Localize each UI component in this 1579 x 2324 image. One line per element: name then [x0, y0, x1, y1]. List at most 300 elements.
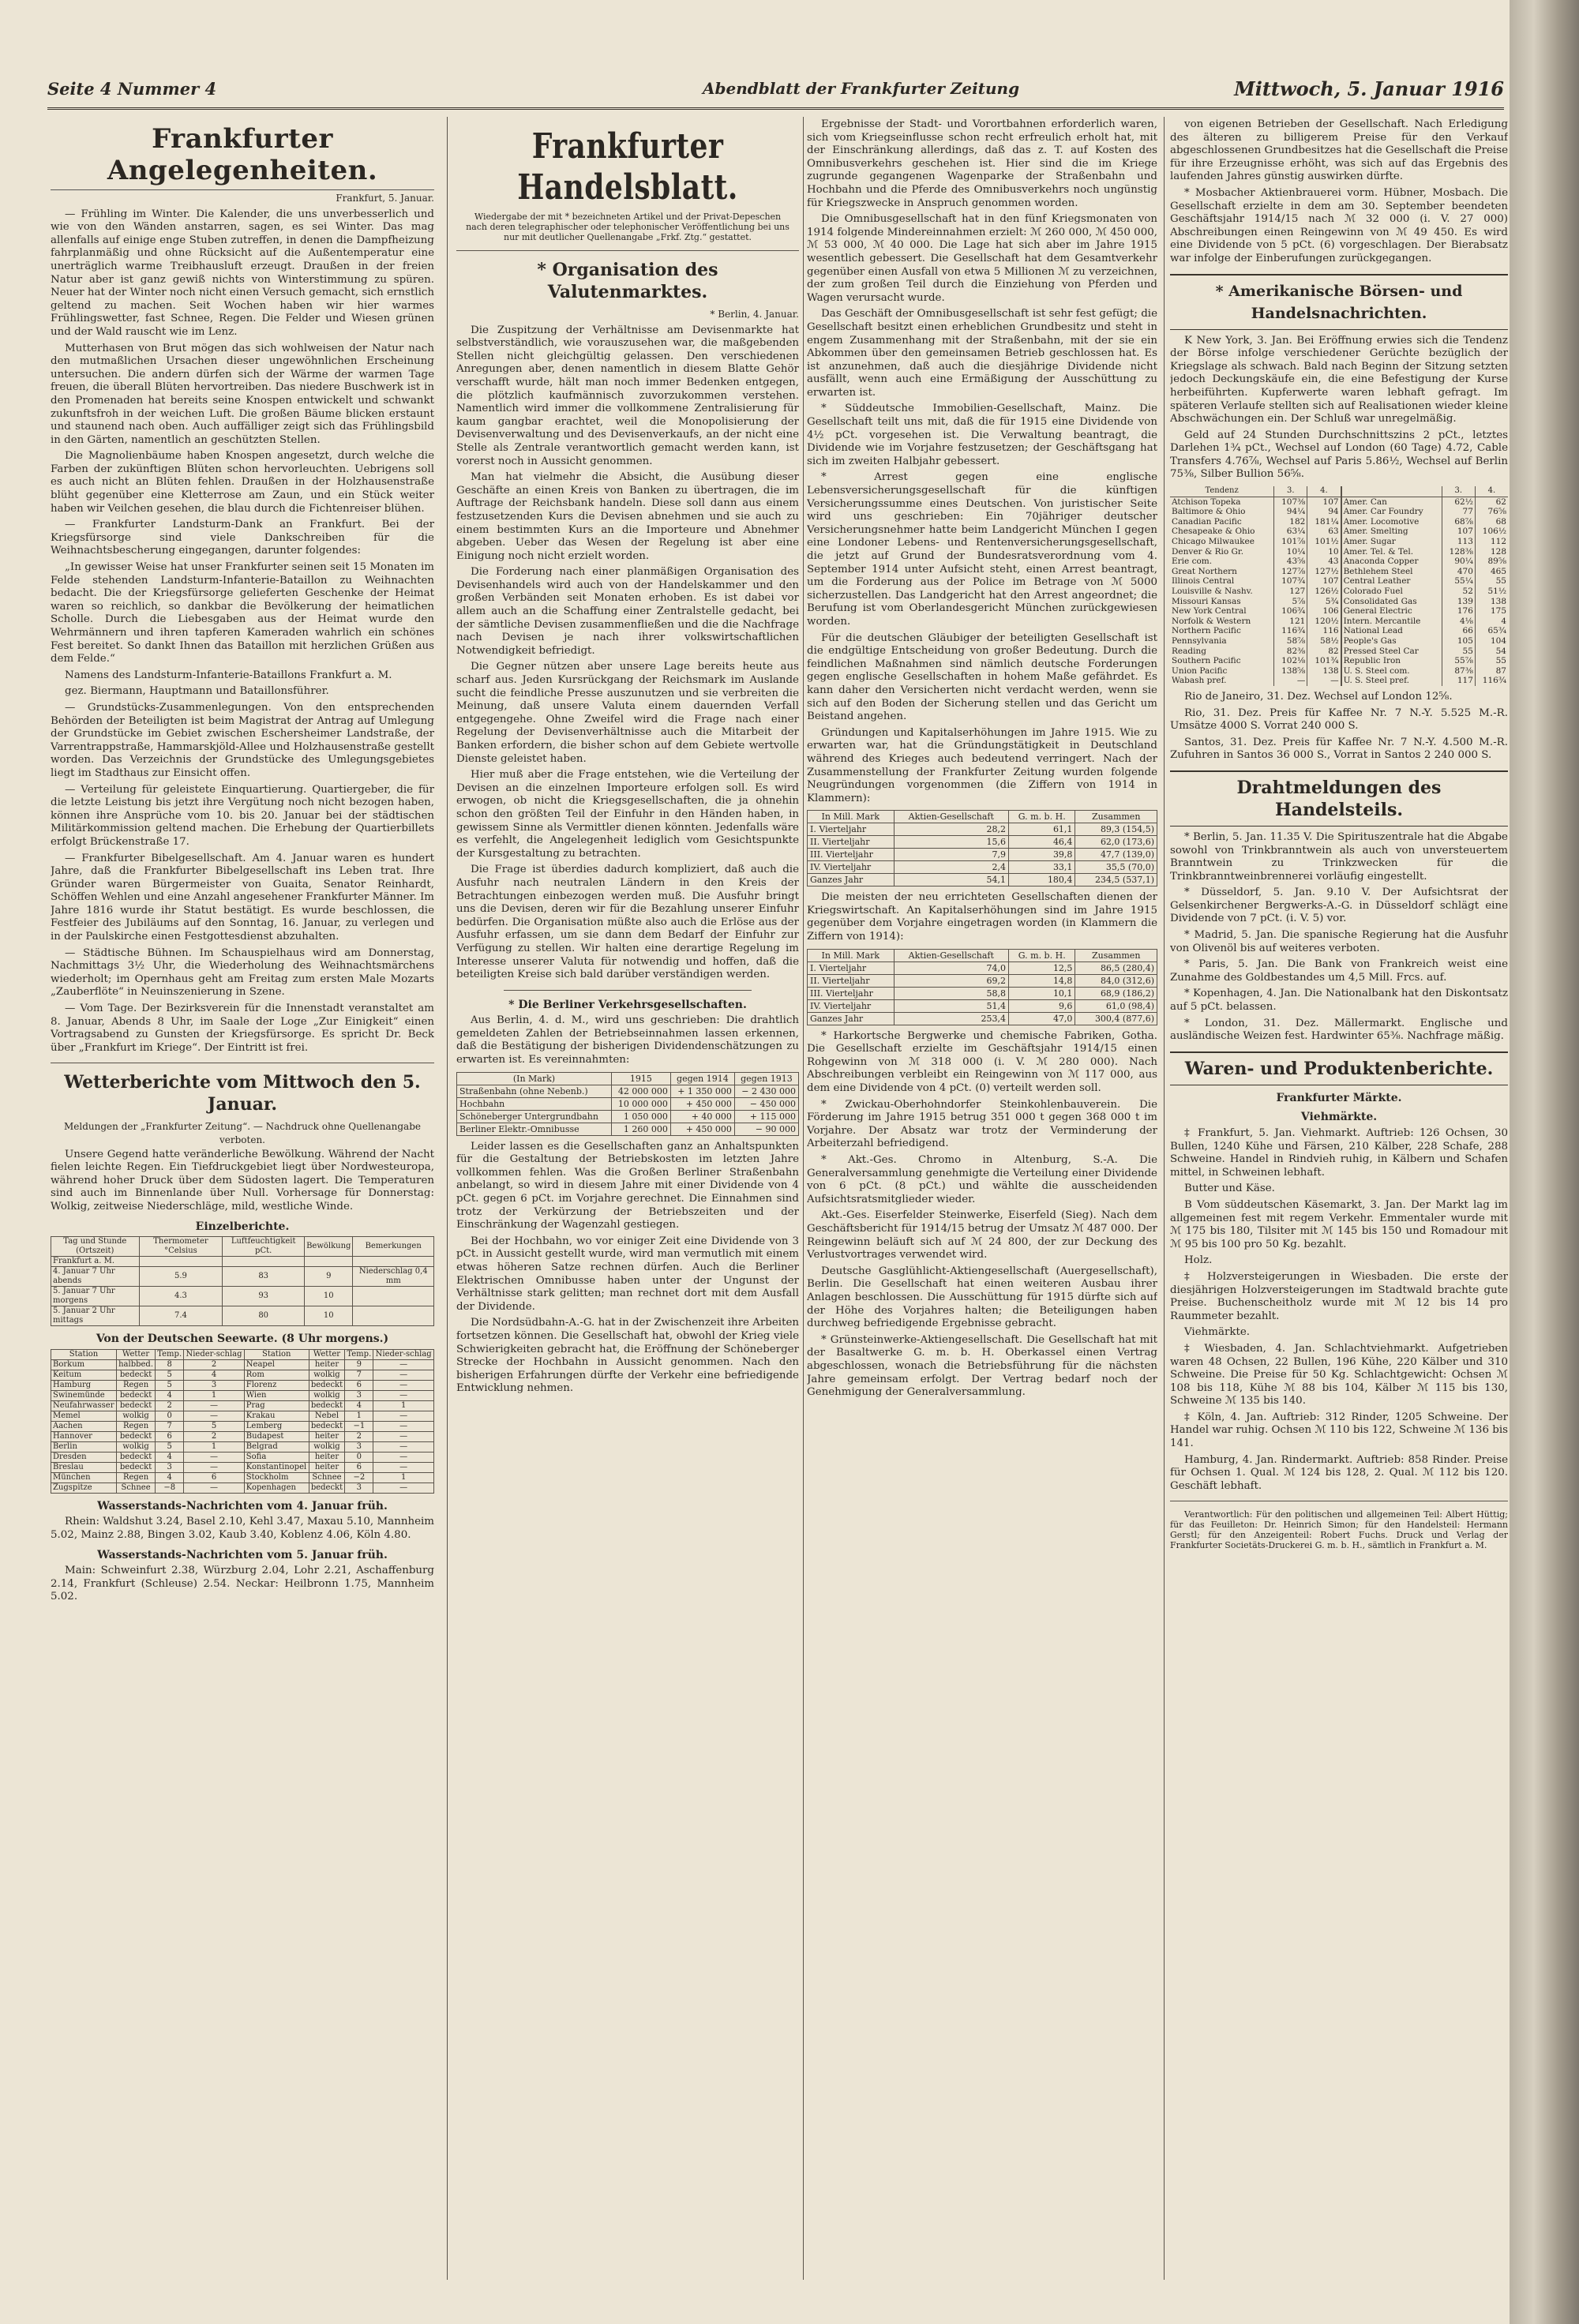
stock-cell: 181¼	[1307, 517, 1341, 527]
table-cell: 10,1	[1009, 987, 1075, 999]
paragraph: Das Geschäft der Omnibusgesellschaft ist sehr fest gefügt; die Gesellschaft besitzt einen erheblichen Grundbesitz und steht in engem Zusammenhang mit der Straßenbahn, mit der sie ein Abkommen über den gemeinsamen Betrieb geschlossen hat. Es ist anzunehmen, daß auch die diesjährige Dividende nicht ausfällt, wenn auch eine Ermäßigung der Ausschüttung zu erwarten ist.	[807, 308, 1157, 399]
table-cell: Hannover	[51, 1431, 117, 1441]
stock-cell: 52	[1442, 587, 1475, 597]
stock-cell: Illinois Central	[1172, 576, 1235, 587]
table-cell: wolkig	[116, 1411, 155, 1421]
stock-cell: 127⅞	[1274, 567, 1307, 577]
table-cell: III. Vierteljahr	[808, 849, 895, 861]
table-cell: Berlin	[51, 1441, 117, 1452]
table-cell: bedeckt	[116, 1370, 155, 1380]
traffic-intro: Aus Berlin, 4. d. M., wird uns geschrieben: Die drahtlich gemeldeten Zahlen der Betriebseinnahmen lassen erkennen, daß die Bestätigung der bisherigen Dividendenschätzungen zu erwarten ist. Es vereinnahmten:	[456, 1014, 799, 1066]
weather-text: Unsere Gegend hatte veränderliche Bewölkung. Während der Nacht fielen leichte Regen. Ein Tiefdruckgebiet liegt über Nordwesteuropa, während hoher Druck über dem Südosten lagert. Die Temperaturen sind auch im Binnenlande über Null. Vorhersage für Donnerstag: Wolkig, zeitweise Niederschläge, mild, westliche Winde.	[51, 1148, 434, 1213]
stock-cell: People's Gas	[1341, 636, 1442, 647]
table-cell: —	[373, 1482, 434, 1493]
table-cell: 6	[184, 1472, 245, 1482]
table-cell: 2,4	[894, 861, 1008, 874]
table-header-cell: Temp.	[345, 1349, 373, 1359]
stock-cell: 176	[1442, 606, 1475, 617]
stock-cell: 106¾	[1274, 606, 1307, 617]
table-cell: 234,5 (537,1)	[1075, 874, 1157, 886]
table-cell: 1	[345, 1411, 373, 1421]
table-row	[51, 1452, 434, 1462]
paragraph: * Harkortsche Bergwerke und chemische Fabriken, Gotha. Die Gesellschaft erzielte im Geschäftsjahr 1914/15 einen Rohgewinn von ℳ 318 000 (i. V. ℳ 280 000). Nach Abschreibungen verbleibt ein Reingewinn von ℳ 117 000, aus dem eine Dividende von 4 pCt. (0) verteilt werden soll.	[807, 1029, 1157, 1095]
table-cell: Schnee	[116, 1482, 155, 1493]
article-body	[1170, 335, 1508, 482]
table-cell: 61,0 (98,4)	[1075, 999, 1157, 1012]
stock-cell: 51½	[1475, 587, 1508, 597]
table-header-cell: (In Mark)	[457, 1072, 612, 1085]
stock-cell: Canadian Pacific	[1172, 516, 1242, 527]
table-header-cell: Bemerkungen	[353, 1237, 434, 1257]
table-cell: 61,1	[1009, 823, 1075, 836]
table-cell: −8	[156, 1482, 184, 1493]
table-row	[457, 1085, 799, 1097]
table-cell: 8	[156, 1359, 184, 1370]
stock-cell: 63	[1307, 527, 1341, 537]
table-cell: —	[373, 1431, 434, 1441]
stock-cell: 120½	[1307, 617, 1341, 627]
water-levels-text-2: Main: Schweinfurt 2.38, Würzburg 2.04, Lohr 2.21, Aschaffenburg 2.14, Frankfurt (Schleuse) 2.54. Neckar: Heilbronn 1.75, Mannheim 5.02.	[51, 1565, 434, 1603]
divider	[456, 250, 799, 251]
issue-date: Mittwoch, 5. Januar 1916	[1234, 77, 1504, 100]
divider	[504, 990, 752, 991]
table-cell: 3	[184, 1380, 245, 1390]
table-row	[808, 823, 1157, 836]
stock-cell: 138	[1307, 666, 1341, 677]
table-cell: 10 000 000	[611, 1097, 670, 1110]
table-cell: Borkum	[51, 1359, 117, 1370]
stock-cell: 43	[1307, 557, 1341, 567]
table-cell: bedeckt	[309, 1421, 345, 1431]
stock-cell: Norfolk & Western	[1172, 616, 1251, 626]
table-cell: 7.4	[139, 1306, 223, 1326]
table-cell: IV. Vierteljahr	[808, 999, 895, 1012]
table-cell: heiter	[309, 1431, 345, 1441]
table-row	[51, 1380, 434, 1390]
foundations-table	[807, 810, 1157, 886]
table-cell: 9,6	[1009, 999, 1075, 1012]
column-local-news	[51, 118, 434, 2281]
paragraph: * Düsseldorf, 5. Jan. 9.10 V. Der Aufsichtsrat der Gelsenkirchener Bergwerks-A.-G. in Düsseldorf schlägt eine Dividende von 7 pCt. (i. V. 5) vor.	[1170, 886, 1508, 925]
table-header-cell: In Mill. Mark	[808, 949, 895, 961]
table-cell: 0	[156, 1411, 184, 1421]
table-cell: + 40 000	[670, 1110, 734, 1123]
table-row	[808, 999, 1157, 1012]
table-row	[808, 836, 1157, 849]
column-rule	[1164, 117, 1165, 2280]
book-binding	[1510, 0, 1579, 2324]
table-cell: bedeckt	[309, 1482, 345, 1493]
table-cell: 5	[184, 1421, 245, 1431]
table-cell: Zugspitze	[51, 1482, 117, 1493]
table-header-row	[1170, 486, 1508, 497]
stock-cell: 55	[1475, 656, 1508, 666]
table-cell: Ganzes Jahr	[808, 1012, 895, 1025]
paragraph: Man hat vielmehr die Absicht, die Ausübung dieser Geschäfte an einen Kreis von Banken zu übertragen, die im Auftrage der Reichsbank handeln. Diese soll dann aus einem festzusetzenden Kurs die Devisen abnehmen und sie auch zu einem bestimmten Kurs an die Importeure und Abnehmer abgeben. Ueber das Wesen der Regelung ist aber eine Einigung noch nicht erzielt worden.	[456, 471, 799, 562]
stock-cell: Baltimore & Ohio	[1172, 507, 1246, 517]
table-cell: heiter	[309, 1452, 345, 1462]
article-title-traffic: * Die Berliner Verkehrsgesellschaften.	[508, 998, 747, 1011]
stock-cell: Amer. Smelting	[1341, 527, 1442, 537]
table-cell: Belgrad	[244, 1441, 309, 1452]
table-header-cell: G. m. b. H.	[1009, 811, 1075, 823]
paragraph: B Vom süddeutschen Käsemarkt, 3. Jan. Der Markt lag im allgemeinen fest mit regem Verkehr. Emmentaler wurde mit ℳ 175 bis 180, Tilsiter mit ℳ 145 bis 150 und Romadour mit ℳ 95 bis 100 pro 50 Kg. bezahlt.	[1170, 1198, 1508, 1250]
stock-cell: Atchison Topeka	[1172, 497, 1241, 507]
table-row	[51, 1359, 434, 1370]
table-header-cell: Zusammen	[1075, 949, 1157, 961]
table-cell: bedeckt	[116, 1452, 155, 1462]
stock-row	[1170, 517, 1508, 527]
table-cell: 69,2	[894, 974, 1008, 987]
table-cell: wolkig	[309, 1370, 345, 1380]
paragraph: Gründungen und Kapitalserhöhungen im Jahre 1915. Wie zu erwarten war, hat die Gründungstätigkeit in Deutschland während des Krieges auch bedeutend verringert. Nach der Zusammenstellung der Frankfurter Zeitung wurden folgende Neugründungen vorgenommen (die Ziffern von 1914 in Klammern):	[807, 726, 1157, 804]
table-cell: 6	[156, 1431, 184, 1441]
table-cell: 7	[345, 1370, 373, 1380]
stock-cell: —	[1274, 676, 1307, 686]
stock-cell: 54	[1475, 647, 1508, 657]
table-cell: —	[184, 1482, 245, 1493]
table-header-cell: G. m. b. H.	[1009, 949, 1075, 961]
stock-cell: 107	[1442, 527, 1475, 537]
table-cell: − 90 000	[734, 1123, 798, 1135]
article-title-valuta: * Organisation des Valutenmarktes.	[537, 260, 718, 302]
stock-cell: 5¾	[1307, 597, 1341, 607]
table-cell: 15,6	[894, 836, 1008, 849]
table-cell: bedeckt	[309, 1400, 345, 1411]
stock-cell: Northern Pacific	[1172, 626, 1241, 636]
table-cell: —	[373, 1370, 434, 1380]
table-cell: Hochbahn	[457, 1097, 612, 1110]
table-row	[51, 1421, 434, 1431]
stock-row	[1170, 557, 1508, 567]
table-row	[808, 987, 1157, 999]
table-cell: 51,4	[894, 999, 1008, 1012]
table-header-cell: Thermometer °Celsius	[139, 1237, 223, 1257]
paragraph: * Mosbacher Aktienbrauerei vorm. Hübner, Mosbach. Die Gesellschaft erzielte in dem am 30. September beendeten Geschäftsjahr 1914/15 nach ℳ 32 000 (i. V. 27 000) Abschreibungen einen Reingewinn von ℳ 49 450. Es wird eine Dividende von 5 pCt. (6) vorgeschlagen. Der Bierabsatz war infolge der Einberufungen zurückgegangen.	[1170, 186, 1508, 264]
stock-cell: 107	[1307, 497, 1341, 507]
paragraph: * Grünsteinwerke-Aktiengesellschaft. Die Gesellschaft hat mit der Basaltwerke G. m. b. H. Oberkassel einen Vertrag abgeschlossen, wonach die Betriebsführung für die nächsten Jahre gemeinsam erfolgt. Der Vertrag bedarf noch der Genehmigung der Generalversammlung.	[807, 1333, 1157, 1399]
single-reports-title: Einzelberichte.	[195, 1220, 290, 1233]
dateline: Frankfurt, 5. Januar.	[336, 193, 434, 204]
stock-cell: 465	[1475, 567, 1508, 577]
stock-cell: 87⅜	[1442, 666, 1475, 677]
article-body	[51, 208, 434, 1055]
table-row	[457, 1123, 799, 1135]
table-row	[457, 1110, 799, 1123]
table-cell: 9	[345, 1359, 373, 1370]
table-header-cell	[1341, 486, 1442, 497]
table-cell: Swinemünde	[51, 1390, 117, 1400]
stock-cell: 106	[1307, 606, 1341, 617]
table-cell: bedeckt	[116, 1462, 155, 1472]
stock-cell: Anaconda Copper	[1341, 557, 1442, 567]
stock-cell: 138	[1475, 597, 1508, 607]
paragraph: Akt.-Ges. Eiserfelder Steinwerke, Eiserfeld (Sieg). Nach dem Geschäftsbericht für 1914/15 betrug der Umsatz ℳ 487 000. Der Reingewinn beläuft sich auf ℳ 24 800, der zur Deckung des Verlustvortrages verwendet wird.	[807, 1209, 1157, 1261]
column-commerce	[456, 118, 799, 2281]
stock-cell: 104	[1475, 636, 1508, 647]
table-row	[51, 1400, 434, 1411]
table-header-row	[457, 1072, 799, 1085]
paragraph: * Kopenhagen, 4. Jan. Die Nationalbank hat den Diskontsatz auf 5 pCt. belassen.	[1170, 988, 1508, 1014]
stock-cell: 470	[1442, 567, 1475, 577]
table-cell: —	[184, 1400, 245, 1411]
table-cell: 7	[156, 1421, 184, 1431]
table-cell: 3	[345, 1390, 373, 1400]
stock-cell: 55	[1475, 576, 1508, 587]
paragraph: Ergebnisse der Stadt- und Vorortbahnen erforderlich waren, sich vom Kriegseinflusse schon recht erfreulich erholt hat, mit der Einschränkung allerdings, daß das z. T. auf Kosten des Omnibusverkehrs geschehen ist. Hier sind die im Kriege zugrunde gegangenen Wagenparke der Straßenbahn und Hochbahn und die Pferde des Omnibusverkehrs noch ungünstig für Kriegszwecke in Anspruch genommen worden.	[807, 118, 1157, 209]
table-cell: II. Vierteljahr	[808, 974, 895, 987]
table-cell: —	[373, 1380, 434, 1390]
table-header-cell: Nieder-schlag	[184, 1349, 245, 1359]
table-cell: 12,5	[1009, 961, 1075, 974]
table-cell: 4	[156, 1472, 184, 1482]
table-row	[808, 874, 1157, 886]
stock-cell: Republic Iron	[1341, 656, 1442, 666]
paragraph: ‡ Holzversteigerungen in Wiesbaden. Die erste der diesjährigen Holzversteigerungen im Stadtwald brachte gute Preise. Buchenscheitholz wurde mit ℳ 12 bis 14 pro Raummeter bezahlt.	[1170, 1270, 1508, 1322]
table-header-cell: Station	[244, 1349, 309, 1359]
stock-cell: 126½	[1307, 587, 1341, 597]
table-cell: 5	[156, 1380, 184, 1390]
table-row	[808, 861, 1157, 874]
paragraph: Santos, 31. Dez. Preis für Kaffee Nr. 7 N.-Y. 4.500 M.-R. Zufuhren in Santos 36 000 S., Vorrat in Santos 2 240 000 S.	[1170, 736, 1508, 762]
table-header-cell: gegen 1914	[670, 1072, 734, 1085]
table-header-cell: Wetter	[116, 1349, 155, 1359]
stock-cell: 55¼	[1442, 576, 1475, 587]
wire-news-title: Drahtmeldungen des Handelsteils.	[1170, 770, 1508, 827]
stock-cell: Erie com.	[1172, 557, 1213, 567]
table-header-row	[51, 1237, 434, 1257]
column-rule	[803, 117, 804, 2280]
stock-cell: 90¼	[1442, 557, 1475, 567]
table-cell: Niederschlag 0,4 mm	[353, 1267, 434, 1287]
table-cell: + 450 000	[670, 1123, 734, 1135]
paragraph: Butter und Käse.	[1184, 1183, 1275, 1195]
table-header-row	[51, 1349, 434, 1359]
table-cell: —	[373, 1441, 434, 1452]
stock-cell: 89⅝	[1475, 557, 1508, 567]
table-cell: Neapel	[244, 1359, 309, 1370]
table-cell: 1	[373, 1400, 434, 1411]
table-row	[51, 1390, 434, 1400]
table-header-row	[808, 949, 1157, 961]
table-row	[808, 849, 1157, 861]
table-cell: Budapest	[244, 1431, 309, 1441]
table-cell: 93	[223, 1287, 305, 1306]
table-cell: heiter	[309, 1359, 345, 1370]
table-cell: 3	[345, 1441, 373, 1452]
stock-cell: 127½	[1307, 567, 1341, 577]
american-news-title: * Amerikanische Börsen- und Handelsnachrichten.	[1170, 274, 1508, 330]
table-cell: Stockholm	[244, 1472, 309, 1482]
table-cell: 180,4	[1009, 874, 1075, 886]
stock-row	[1170, 587, 1508, 597]
table-cell: Wien	[244, 1390, 309, 1400]
paragraph: Holz.	[1184, 1254, 1213, 1267]
stock-cell: Colorado Fuel	[1341, 587, 1442, 597]
table-row	[51, 1411, 434, 1421]
table-cell: 3	[345, 1482, 373, 1493]
table-cell: − 2 430 000	[734, 1085, 798, 1097]
column-commerce-2	[807, 118, 1157, 2281]
table-cell: Sofia	[244, 1452, 309, 1462]
table-cell: Memel	[51, 1411, 117, 1421]
table-cell: 35,5 (70,0)	[1075, 861, 1157, 874]
table-cell: —	[373, 1390, 434, 1400]
table-cell: 9	[305, 1267, 353, 1287]
page-number: Seite 4 Nummer 4	[47, 79, 217, 99]
masthead-note: Wiedergabe der mit * bezeichneten Artikel und der Privat-Depeschen nach deren telegraphischer oder telephonischer Veröffentlichung bei uns nur mit deutlicher Quellenangabe „Frkf. Ztg.“ gestattet.	[466, 212, 790, 242]
table-cell: 42 000 000	[611, 1085, 670, 1097]
stock-cell: 94¼	[1274, 507, 1307, 517]
livestock-title: Viehmärkte.	[1300, 1111, 1378, 1124]
stock-cell: 182	[1274, 517, 1307, 527]
table-cell: 47,7 (139,0)	[1075, 849, 1157, 861]
stock-cell: 10	[1307, 547, 1341, 557]
table-cell: Regen	[116, 1421, 155, 1431]
stock-cell: 55	[1442, 647, 1475, 657]
table-cell: 5	[156, 1370, 184, 1380]
stock-cell: 65¾	[1475, 626, 1508, 636]
goods-reports-title: Waren- und Produktenberichte.	[1170, 1051, 1508, 1085]
stock-row	[1170, 597, 1508, 607]
table-cell	[353, 1287, 434, 1306]
table-cell: Prag	[244, 1400, 309, 1411]
stock-cell: 77	[1442, 507, 1475, 517]
water-levels-text: Rhein: Waldshut 3.24, Basel 2.10, Kehl 3.47, Maxau 5.10, Mannheim 5.02, Mainz 2.88, Bingen 3.02, Kaub 3.40, Koblenz 4.06, Köln 4.80.	[51, 1516, 434, 1541]
table-cell: −2	[345, 1472, 373, 1482]
table-cell: 84,0 (312,6)	[1075, 974, 1157, 987]
table-cell: + 1 350 000	[670, 1085, 734, 1097]
table-cell: —	[373, 1411, 434, 1421]
article-body	[456, 324, 799, 982]
stock-cell: 107⅜	[1274, 497, 1307, 507]
table-cell: 1 050 000	[611, 1110, 670, 1123]
stock-cell: 105	[1442, 636, 1475, 647]
table-header-cell: Aktien-Gesellschaft	[894, 811, 1008, 823]
stock-cell: Great Northern	[1172, 566, 1237, 576]
paragraph: * Paris, 5. Jan. Die Bank von Frankreich weist eine Zunahme des Goldbestandes um 4,5 Mill. Frcs. auf.	[1170, 958, 1508, 984]
stock-cell: 113	[1442, 537, 1475, 547]
article-body	[1170, 691, 1508, 763]
table-cell	[223, 1257, 305, 1267]
paragraph: * Berlin, 5. Jan. 11.35 V. Die Spirituszentrale hat die Abgabe sowohl von Trinkbranntwein als auch von unversteuertem Branntwein zu Trinkzwecken für die Trinkbranntweinbrennerei vorläufig eingestellt.	[1170, 830, 1508, 883]
commerce-masthead: Frankfurter Handelsblatt.	[517, 126, 738, 208]
paragraph: * London, 31. Dez. Mällermarkt. Englische und ausländische Weizen fest. Hardwinter 65⅜. Nachfrage mäßig.	[1170, 1017, 1508, 1043]
paragraph: * Arrest gegen eine englische Lebensversicherungsgesellschaft für die künftigen Versicherungssumme eines Deutschen. Von juristischer Seite wird uns geschrieben: Ein 70jähriger deutscher Versicherungsnehmer hatte beim Landgericht München I gegen eine Londoner Lebens- und Rentenversicherungsgesellschaft, die jetzt auf Grund der Bundesratsverordnung vom 4. September 1914 unter Aufsicht steht, einen Arrest beantragt, um die Forderung aus der Police im Betrage von ℳ 5000 sicherzustellen. Das Landgericht hat den Arrest angeordnet; die Berufung ist vom Oberlandesgericht München zurückgewiesen worden.	[807, 471, 1157, 628]
stock-row	[1170, 666, 1508, 677]
stock-cell: 121	[1274, 617, 1307, 627]
stock-row	[1170, 647, 1508, 657]
paragraph: Hier muß aber die Frage entstehen, wie die Verteilung der Devisen an die einzelnen Importeure erfolgen soll. Es wird erwogen, ob nicht die Kriegsgesellschaften, die ja ohnehin schon den größten Teil der Einfuhr in den Händen haben, in gewissem Sinne als Vermittler dienen könnten. Jedenfalls wäre es verfehlt, die Angelegenheit lediglich vom Gesichtspunkte der Kursgestaltung zu betrachten.	[456, 769, 799, 860]
table-cell: 5.9	[139, 1267, 223, 1287]
table-cell: Konstantinopel	[244, 1462, 309, 1472]
paragraph: von eigenen Betrieben der Gesellschaft. Nach Erledigung des älteren zu billigerem Preise für den Verkauf abgeschlossenen Grundbesitzes hat die Gesellschaft die Preise für ihre Erzeugnisse erhöht, was sich auf das Ergebnis des laufenden Jahres günstig auswirken dürfte.	[1170, 118, 1508, 183]
table-cell: Aachen	[51, 1421, 117, 1431]
stock-row	[1170, 576, 1508, 587]
stock-cell: 175	[1475, 606, 1508, 617]
table-cell: 46,4	[1009, 836, 1075, 849]
capital-increase-table	[807, 949, 1157, 1025]
sea-reports-table	[51, 1349, 434, 1494]
table-cell: Kopenhagen	[244, 1482, 309, 1493]
table-cell: Nebel	[309, 1411, 345, 1421]
stock-row	[1170, 626, 1508, 636]
table-cell: 5. Januar 7 Uhr morgens	[51, 1287, 140, 1306]
stock-row	[1170, 547, 1508, 557]
table-row	[51, 1431, 434, 1441]
paragraph: Die Zuspitzung der Verhältnisse am Devisenmarkte hat selbstverständlich, wie vorauszusehen war, die maßgebenden Stellen nicht gleichgültig gelassen. Den verschiedenen Anregungen aber, denen namentlich in diesem Blatte Gehör verschafft wurde, hält man noch immer Bedenken entgegen, die plötzlich kaufmännisch zuvorzukommen verstehen. Namentlich wird immer die vollkommene Zentralisierung für kaum gangbar erachtet, weil die Monopolisierung der Devisenverwaltung und des Devisenverkaufs, an der nicht eine Stelle als Zentrale verantwortlich gemacht werden kann, ist vorerst noch in Aussicht genommen.	[456, 324, 799, 467]
paragraph: K New York, 3. Jan. Bei Eröffnung erwies sich die Tendenz der Börse infolge verschiedener Gerüchte bezüglich der Kriegslage als schwach. Bald nach Beginn der Sitzung setzten jedoch Deckungskäufe ein, die eine Befestigung der Kurse herbeiführten. Kupferwerte waren lebhaft gefragt. Im späteren Verlaufe stellten sich auf Realisationen wieder kleine Abschwächungen ein. Der Schluß war unregelmäßig.	[1170, 334, 1508, 425]
paragraph: — Frankfurter Landsturm-Dank an Frankfurt. Bei der Kriegsfürsorge sind viele Dankschreiben für die Weihnachtsbescherung eingegangen, darunter folgendes:	[51, 519, 434, 557]
stock-cell: Amer. Locomotive	[1341, 517, 1442, 527]
stock-cell: —	[1307, 676, 1341, 686]
stock-cell: Union Pacific	[1172, 665, 1228, 676]
table-cell: 54,1	[894, 874, 1008, 886]
column-rule	[447, 117, 448, 2280]
single-reports-table	[51, 1236, 434, 1326]
stock-cell: General Electric	[1341, 606, 1442, 617]
table-cell: wolkig	[309, 1390, 345, 1400]
table-cell: 5	[156, 1441, 184, 1452]
table-cell	[305, 1257, 353, 1267]
table-row	[51, 1267, 434, 1287]
stock-cell: 4	[1475, 617, 1508, 627]
table-cell: 83	[223, 1267, 305, 1287]
stock-cell: National Lead	[1341, 626, 1442, 636]
frankfurt-markets-title: Frankfurter Märkte.	[1276, 1091, 1402, 1104]
table-row	[808, 1012, 1157, 1025]
stock-cell: Southern Pacific	[1172, 656, 1241, 666]
table-header-cell: gegen 1913	[734, 1072, 798, 1085]
table-header-cell: 4.	[1307, 486, 1341, 497]
page-header	[47, 76, 1504, 110]
column-markets	[1170, 118, 1508, 2281]
table-cell: bedeckt	[309, 1380, 345, 1390]
stock-cell: 10¼	[1274, 547, 1307, 557]
stock-cell: Denver & Rio Gr.	[1172, 546, 1244, 557]
stock-row	[1170, 656, 1508, 666]
table-cell: 1	[184, 1390, 245, 1400]
table-cell: 2	[345, 1431, 373, 1441]
stock-cell: 116¾	[1274, 626, 1307, 636]
stock-cell: Pressed Steel Car	[1341, 647, 1442, 657]
table-cell: bedeckt	[116, 1400, 155, 1411]
paragraph: Hamburg, 4. Jan. Rindermarkt. Auftrieb: 858 Rinder. Preise für Ochsen 1. Qual. ℳ 124 bis 128, 2. Qual. ℳ 112 bis 120. Geschäft lebhaft.	[1170, 1453, 1508, 1492]
table-cell: —	[373, 1462, 434, 1472]
stock-cell: Consolidated Gas	[1341, 597, 1442, 607]
stock-row	[1170, 606, 1508, 617]
table-row	[51, 1441, 434, 1452]
paragraph: Die Forderung nach einer planmäßigen Organisation des Devisenhandels wird auch von der Handelskammer und den großen Verbänden seit Monaten erhoben. Es ist dabei vor allem auch an die Schaffung einer Zentralstelle gedacht, bei der sämtliche Devisen zusammenfließen und die die Nachfrage nach Devisen je nach ihrer volkswirtschaftlichen Notwendigkeit befriedigt.	[456, 566, 799, 657]
stock-cell: 107¾	[1274, 576, 1307, 587]
article-body	[1170, 1127, 1508, 1493]
stock-cell: 117	[1442, 676, 1475, 686]
stock-cell: Pennsylvania	[1172, 635, 1227, 646]
table-cell: Keitum	[51, 1370, 117, 1380]
table-row	[808, 974, 1157, 987]
paragraph: — Grundstücks-Zusammenlegungen. Von den entsprechenden Behörden der Beteiligten ist beim Magistrat der Antrag auf Umlegung der Grundstücke im Gebiet zwischen Eschersheimer Landstraße, der Varrentrappstraße, Hammarskjöld-Allee und Holzhausenstraße gestellt worden. Das Verzeichnis der Grundstücke des Umlegungsgebietes liegt im Stadthaus zur Einsicht offen.	[51, 701, 434, 779]
stock-row	[1170, 617, 1508, 627]
stock-cell: Amer. Can	[1341, 497, 1442, 507]
table-row	[51, 1306, 434, 1326]
paragraph: Mutterhasen von Brut mögen das sich wohlweisen der Natur nach den mutmaßlichen Ursachen dieser ungewöhnlichen Erscheinung untersuchen. Die andern dürfen sich der Wärme der warmen Tage freuen, die überall Blüten hervortreiben. Das niedere Buschwerk ist in den Promenaden hat bereits seine Knospen entwickelt und schwankt zukunftsfroh in der weichen Luft. Die großen Bäume blicken erstaunt und staunend nach oben. Auch auffälliger zeigt sich das Frühlingsbild in den Gärten, namentlich an geschützten Stellen.	[51, 342, 434, 446]
table-cell: Regen	[116, 1472, 155, 1482]
table-header-cell: Zusammen	[1075, 811, 1157, 823]
table-header-cell: 3.	[1442, 486, 1475, 497]
stock-cell: Chesapeake & Ohio	[1172, 527, 1255, 537]
table-cell: II. Vierteljahr	[808, 836, 895, 849]
table-cell: Florenz	[244, 1380, 309, 1390]
